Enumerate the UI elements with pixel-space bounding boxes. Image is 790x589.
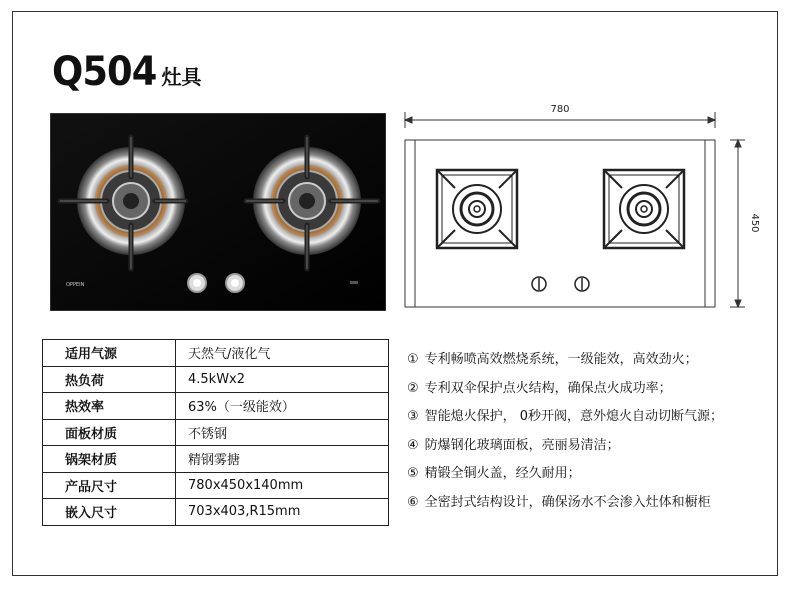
spec-label: 锅架材质 <box>43 446 176 473</box>
list-item <box>407 460 777 489</box>
feature-text: 防爆钢化玻璃面板，亮丽易清洁； <box>424 437 620 453</box>
feature-number: ③ <box>407 409 419 425</box>
feature-text: 智能熄火保护， 0秒开阀，意外熄火自动切断气源； <box>424 409 724 425</box>
spec-value: 780x450x140mm <box>176 472 389 499</box>
spec-label: 面板材质 <box>43 419 176 446</box>
model-number: Q504 <box>52 49 157 95</box>
spec-label: 热负荷 <box>43 366 176 393</box>
feature-number: ④ <box>407 437 419 453</box>
spec-label: 适用气源 <box>43 340 176 367</box>
dimension-drawing <box>400 98 760 318</box>
spec-label: 嵌入尺寸 <box>43 499 176 526</box>
spec-value: 4.5kWx2 <box>176 366 389 393</box>
product-title <box>52 50 202 94</box>
feature-list <box>407 346 777 518</box>
spec-value: 63%（一级能效） <box>176 393 389 420</box>
brand-logo: OPPEIN <box>66 282 85 288</box>
table-row <box>43 393 389 420</box>
table-row <box>43 446 389 473</box>
feature-text: 精锻全铜火盖，经久耐用； <box>424 466 581 482</box>
list-item <box>407 403 777 432</box>
spec-label: 热效率 <box>43 393 176 420</box>
table-row <box>43 419 389 446</box>
feature-number: ② <box>407 380 419 396</box>
spec-value: 精钢雾搪 <box>176 446 389 473</box>
depth-label: 450 <box>749 213 760 233</box>
spec-value: 703x403,R15mm <box>176 499 389 526</box>
cooktop-outline <box>405 140 715 307</box>
spec-label: 产品尺寸 <box>43 472 176 499</box>
list-item <box>407 432 777 461</box>
spec-value: 天然气/液化气 <box>176 340 389 367</box>
feature-text: 专利畅喷高效燃烧系统，一级能效，高效劲火； <box>424 352 698 367</box>
feature-number: ⑥ <box>407 494 419 510</box>
table-row <box>43 340 389 367</box>
list-item <box>407 346 777 375</box>
depth-dimension <box>730 140 745 307</box>
product-category: 灶具 <box>161 65 202 89</box>
table-row <box>43 366 389 393</box>
feature-text: 专利双伞保护点火结构，确保点火成功率； <box>424 380 672 396</box>
spec-value: 不锈钢 <box>176 419 389 446</box>
list-item <box>407 489 777 518</box>
feature-number: ⑤ <box>407 466 419 482</box>
feature-text: 全密封式结构设计，确保汤水不会渗入灶体和橱柜 <box>424 494 711 510</box>
list-item <box>407 375 777 404</box>
feature-number: ① <box>407 352 419 367</box>
table-row <box>43 499 389 526</box>
table-row <box>43 472 389 499</box>
stove-photo <box>50 113 386 311</box>
spec-table <box>42 339 389 526</box>
width-label: 780 <box>550 104 570 115</box>
